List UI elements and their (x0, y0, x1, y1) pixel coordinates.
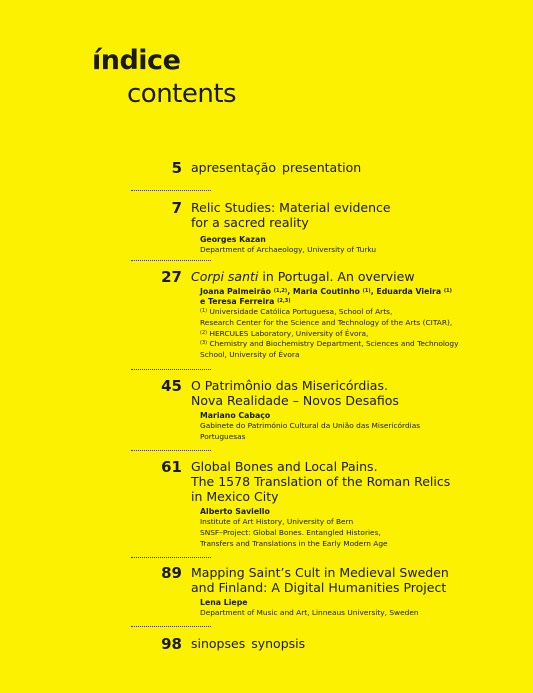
entry-title (191, 200, 511, 230)
title-line: for a sacred reality (191, 215, 309, 230)
affiliation (200, 421, 500, 443)
divider (131, 450, 211, 451)
aff-sup: (2) (200, 329, 208, 336)
aff-text: HERCULES Laboratory, University of Évora, (209, 328, 369, 338)
aff-line: Institute of Art History, University of Bern (200, 517, 354, 526)
title-line: The 1578 Translation of the Roman Relics (191, 474, 451, 489)
divider (131, 260, 211, 261)
author-name: e Teresa Ferreira (200, 297, 275, 306)
page-number: 5 (171, 159, 182, 177)
affiliation (200, 517, 500, 549)
entry-title (191, 269, 511, 284)
aff-text: Chemistry and Biochemistry Department, Sciences and Technology (209, 339, 459, 349)
title-en: synopsis (251, 636, 306, 651)
aff-line: SNSF–Project: Global Bones. Entangled Histories, (200, 527, 381, 537)
divider (131, 626, 211, 627)
aff-line: Transfers and Translations in the Early Modern Age (200, 538, 388, 548)
page-number: 45 (161, 377, 182, 395)
entry-title (191, 160, 511, 175)
aff-text: Research Center for the Science and Technology of the Arts (CITAR), (200, 317, 453, 327)
page-number: 7 (171, 199, 182, 217)
entry-title (191, 459, 511, 504)
authors: Joana Palmeirão $^{(1,2)}$, Maria Coutinho $^{(1)}$, Eduarda Vieira $^{(1)}$ e Teresa Ferreira $^{(2,3)}$ (200, 287, 452, 306)
author-sup: (1,2) (273, 288, 288, 294)
title-en: presentation (282, 160, 362, 175)
affiliation: Department of Music and Art, Linneaus University, Sweden (200, 608, 419, 617)
divider (131, 369, 211, 370)
author-sup: (2,3) (277, 298, 291, 304)
aff-text: School, University of Évora (200, 350, 300, 360)
title-pt: apresentação (191, 160, 277, 175)
title-line: Mapping Saint’s Cult in Medieval Sweden (191, 565, 449, 580)
title-line: Relic Studies: Material evidence (191, 200, 391, 215)
title-line: Nova Realidade – Novos Desafios (191, 393, 399, 408)
aff-text: Universidade Católica Portuguesa, School of Arts, (209, 307, 393, 316)
affiliation: Department of Archaeology, University of Turku (200, 245, 377, 254)
entry-title (191, 565, 511, 595)
page-number: 89 (161, 564, 182, 582)
aff-line: Portuguesas (200, 431, 246, 441)
page-number: 98 (161, 635, 182, 653)
author-sup: (1) (443, 288, 452, 294)
author-name: Joana Palmeirão (200, 287, 272, 296)
author-name: Maria Coutinho (292, 287, 360, 296)
title-rest: in Portugal. An overview (258, 269, 415, 284)
title-line: Global Bones and Local Pains. (191, 459, 378, 474)
title-italic: Corpi santi (191, 269, 259, 284)
author: Georges Kazan (200, 235, 266, 244)
page-number: 27 (161, 268, 182, 286)
affiliations (200, 307, 500, 361)
index-title: índice (92, 45, 181, 76)
author-name: Eduarda Vieira (376, 287, 442, 296)
author: Alberto Saviello (200, 507, 270, 516)
author: Mariano Cabaço (200, 411, 271, 420)
author: Lena Liepe (200, 598, 248, 607)
divider (131, 557, 211, 558)
title-line: in Mexico City (191, 489, 279, 504)
title-line: and Finland: A Digital Humanities Project (191, 580, 447, 595)
author-sup: (1) (362, 288, 371, 294)
aff-sup: (1) (200, 308, 208, 314)
page-number: 61 (161, 458, 182, 476)
title-pt: sinopses (191, 636, 246, 651)
entry-title (191, 378, 511, 408)
divider (131, 190, 211, 191)
title-line: O Patrimônio das Misericórdias. (191, 378, 388, 393)
aff-sup: (3) (200, 340, 208, 347)
aff-line: Gabinete do Património Cultural da União das Misericórdias (200, 421, 421, 430)
contents-title: contents (127, 79, 237, 109)
entry-title (191, 636, 511, 651)
